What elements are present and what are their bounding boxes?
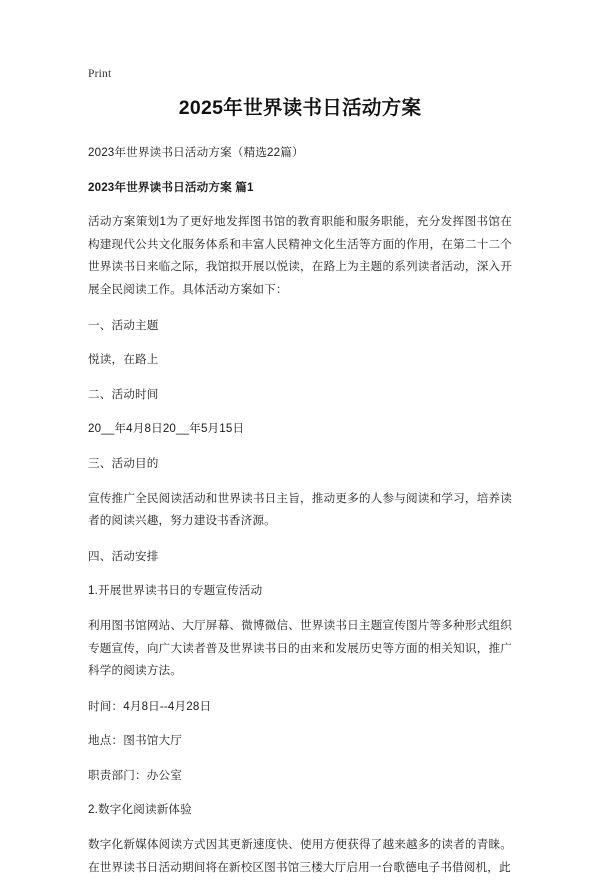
paragraph: 活动方案策划1为了更好地发挥图书馆的教育职能和服务职能，充分发挥图书馆在构建现代公共文化服务体系和丰富人民精神文化生活等方面的作用，在第二十二个世界读书日来临之际，我馆拟开展以悦读，在路上为主题的系列读者活动，深入开展全民阅读工作。具体活动方案如下： (88, 215, 512, 296)
paragraph: 20__年4月8日20__年5月15日 (88, 422, 245, 436)
paragraph: 二、活动时间 (88, 387, 159, 401)
print-button[interactable]: Print (88, 68, 112, 80)
paragraph: 四、活动安排 (88, 549, 159, 563)
paragraph: 一、活动主题 (88, 318, 159, 332)
paragraph: 2.数字化阅读新体验 (88, 803, 192, 817)
paragraph: 职责部门：办公室 (88, 768, 182, 782)
paragraph: 地点：图书馆大厅 (88, 734, 182, 748)
paragraph: 1.开展世界读书日的专题宣传活动 (88, 584, 263, 598)
section-heading: 2023年世界读书日活动方案 篇1 (88, 180, 254, 194)
paragraph: 悦读，在路上 (88, 353, 159, 367)
paragraph: 时间：4月8日--4月28日 (88, 699, 212, 713)
paragraph: 数字化新媒体阅读方式因其更新速度快、使用方便获得了越来越多的读者的青睐。在世界读书日活动期间将在新校区图书馆三楼大厅启用一台歌德电子书借阅机，此 (88, 838, 512, 874)
paragraph: 三、活动目的 (88, 456, 159, 470)
paragraph: 利用图书馆网站、大厅屏幕、微博微信、世界读书日主题宣传图片等多种形式组织专题宣传，向广大读者普及世界读书日的由来和发展历史等方面的相关知识，推广科学的阅读方法。 (88, 618, 512, 678)
page-title: 2025年世界读书日活动方案 (178, 97, 422, 119)
paragraph: 宣传推广全民阅读活动和世界读书日主旨，推动更多的人参与阅读和学习，培养读者的阅读兴趣，努力建设书香济源。 (88, 491, 512, 528)
paragraph: 2023年世界读书日活动方案（精选22篇） (88, 146, 304, 159)
document-body (88, 92, 512, 891)
